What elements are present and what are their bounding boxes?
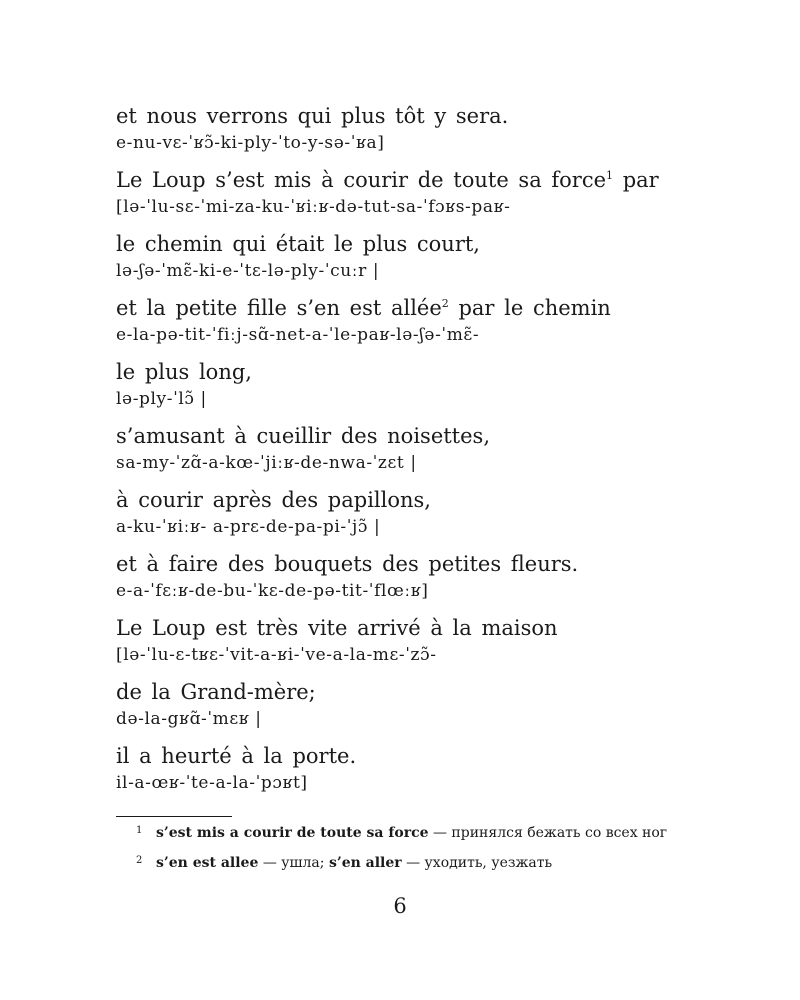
footnote-term: s’en est allee xyxy=(156,855,259,871)
verse-block xyxy=(116,160,696,224)
french-line: s’amusant à cueillir des noisettes, xyxy=(116,424,491,448)
french-line xyxy=(116,296,611,320)
verse-block xyxy=(116,544,696,608)
french-line: et nous verrons qui plus tôt y sera. xyxy=(116,104,509,128)
verse-block xyxy=(116,352,696,416)
french-text: Le Loup s’est mis à courir de toute sa force xyxy=(116,168,607,192)
french-line: Le Loup est très vite arrivé à la maison xyxy=(116,616,558,640)
footnote-translation: — ушла; xyxy=(258,855,329,871)
transcription-line: sa-my-ˈzɑ̃-a-kœ-ˈjiːʁ-de-nwa-ˈzɛt | xyxy=(116,453,417,473)
french-line: et à faire des bouquets des petites fleurs. xyxy=(116,552,579,576)
verse-block xyxy=(116,608,696,672)
footnote-1 xyxy=(136,822,667,842)
transcription-line: [lə-ˈlu-ɛ-tʁɛ-ˈvit-a-ʁi-ˈve-a-la-mɛ-ˈzɔ̃- xyxy=(116,645,437,665)
french-line: le plus long, xyxy=(116,360,252,384)
page-number: 6 xyxy=(393,894,407,918)
transcription-line: il-a-œʁ-ˈte-a-la-ˈpɔʁt] xyxy=(116,773,308,793)
footnote-number: 1 xyxy=(136,825,143,836)
transcription-line: lə-ply-ˈlɔ̃ | xyxy=(116,389,207,409)
verse-block xyxy=(116,224,696,288)
transcription-line: e-a-ˈfɛːʁ-de-bu-ˈkɛ-de-pə-tit-ˈflœːʁ] xyxy=(116,581,429,601)
transcription-line: e-nu-vɛ-ˈʁɔ̃-ki-ply-ˈto-y-sə-ˈʁa] xyxy=(116,133,385,153)
footnote-term-2: s’en aller xyxy=(328,855,402,871)
french-text-after: par xyxy=(613,168,659,192)
french-line: de la Grand-mère; xyxy=(116,680,316,704)
verse-block xyxy=(116,288,696,352)
french-line: le chemin qui était le plus court, xyxy=(116,232,480,256)
transcription-line: lə-ʃə-ˈmɛ̃-ki-e-ˈtɛ-lə-ply-ˈcuːr | xyxy=(116,261,380,281)
transcription-line: də-la-gʁɑ̃-ˈmɛʁ | xyxy=(116,709,262,729)
footnote-2 xyxy=(136,852,552,872)
footnote-term: s’est mis a courir de toute sa force xyxy=(156,825,429,841)
french-text-after: par le chemin xyxy=(448,296,611,320)
verse-block xyxy=(116,96,696,160)
text-body xyxy=(116,96,696,800)
french-line xyxy=(116,168,659,192)
verse-block xyxy=(116,736,696,800)
footnote-ref: 1 xyxy=(606,169,614,182)
transcription-line: [lə-ˈlu-sɛ-ˈmi-za-ku-ˈʁiːʁ-də-tut-sa-ˈfɔʁs-paʁ- xyxy=(116,197,511,217)
french-line: à courir après des papillons, xyxy=(116,488,431,512)
verse-block xyxy=(116,480,696,544)
french-line: il a heurté à la porte. xyxy=(116,744,357,768)
footnote-translation: — принялся бежать со всех ног xyxy=(428,825,668,841)
french-text: et la petite fille s’en est allée xyxy=(116,296,442,320)
footnote-divider xyxy=(116,816,232,817)
verse-block xyxy=(116,672,696,736)
footnote-translation-2: — уходить, уезжать xyxy=(401,855,553,871)
transcription-line: a-ku-ˈʁiːʁ- a-prɛ-de-pa-pi-ˈjɔ̃ | xyxy=(116,517,381,537)
transcription-line: e-la-pə-tit-ˈfiːj-sɑ̃-net-a-ˈle-paʁ-lə-ʃə-ˈmɛ̃- xyxy=(116,325,480,345)
verse-block xyxy=(116,416,696,480)
footnote-number: 2 xyxy=(136,855,143,866)
footnote-ref: 2 xyxy=(441,297,449,310)
